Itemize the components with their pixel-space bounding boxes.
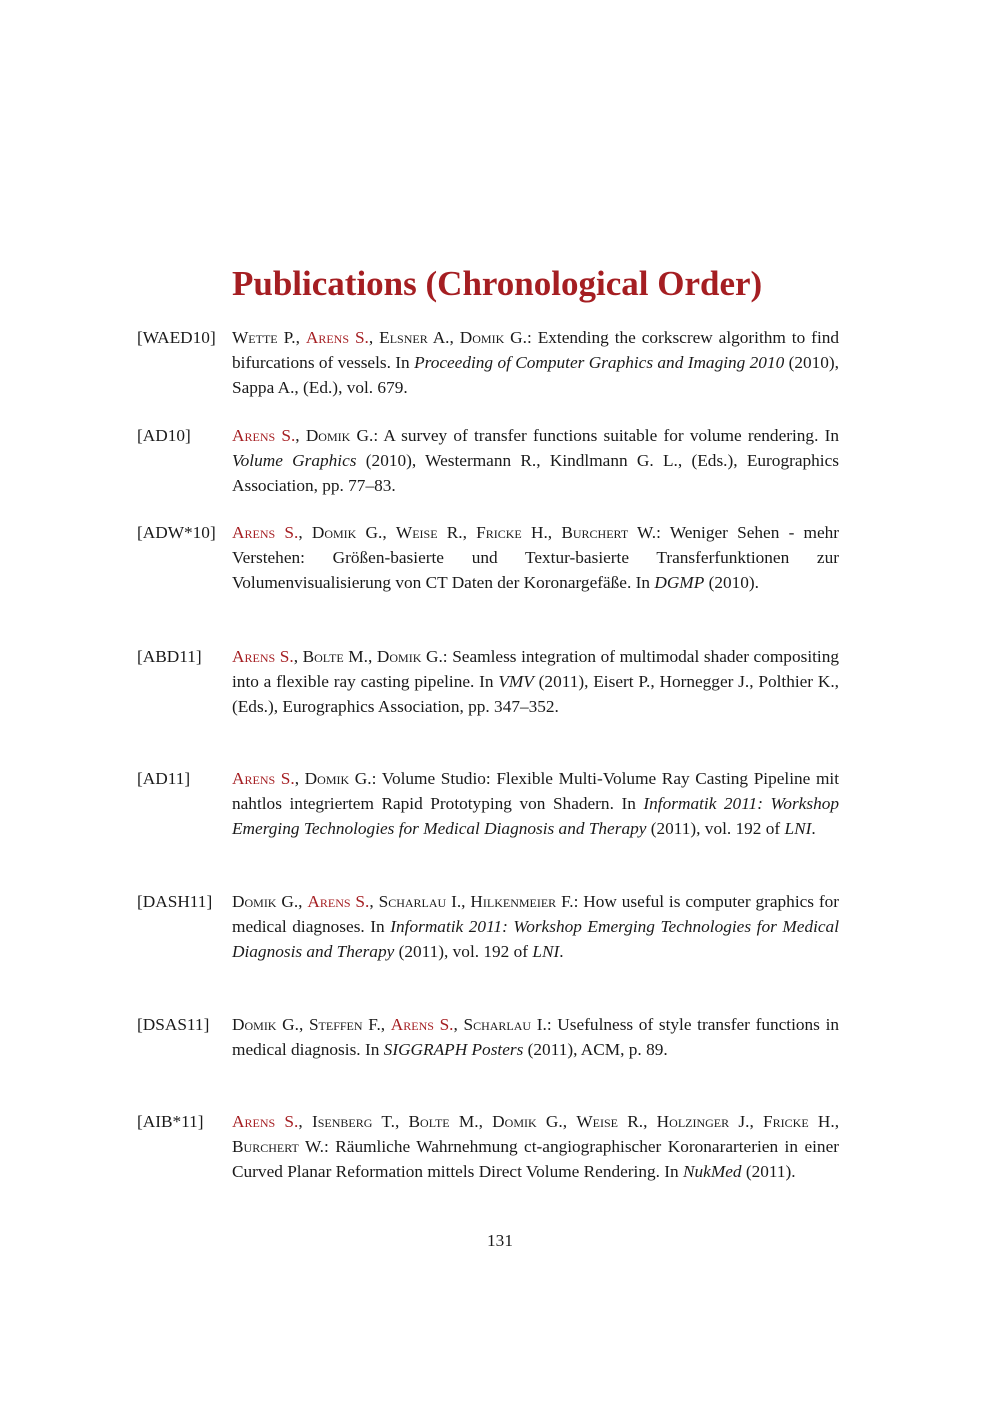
author-name: Holzinger J. — [656, 1112, 750, 1131]
reference-segment: , — [394, 1112, 409, 1131]
reference-segment: (2010), Sappa A., (Ed.), vol. 679. — [232, 352, 839, 397]
reference-segment: , — [369, 892, 379, 911]
author-name: Fricke H. — [476, 523, 548, 542]
bib-entry — [137, 890, 839, 964]
reference-segment: : Räumliche Wahrnehmung ct-angiographischer Koronararterien in einer Curved Planar Reformation mittels Direct Volume Rendering. In — [232, 1136, 839, 1181]
citation-key: [DSAS11] — [137, 1015, 210, 1034]
author-name: Elsner A. — [379, 328, 450, 347]
reference-segment: , — [562, 1112, 577, 1131]
citation-key: [ADW*10] — [137, 523, 216, 542]
reference-segment: , — [298, 1112, 312, 1131]
bib-entry — [137, 1013, 839, 1063]
reference-segment: , — [293, 647, 303, 666]
author-name: Domik G. — [232, 1015, 299, 1034]
venue-title: SIGGRAPH Posters — [383, 1039, 524, 1059]
reference-text — [232, 767, 839, 841]
reference-segment: , — [294, 769, 305, 788]
citation-key: [DASH11] — [137, 892, 213, 911]
reference-segment: : Extending the corkscrew algorithm to find bifurcations of vessels. In — [232, 328, 840, 372]
author-name: Domik G. — [232, 892, 299, 911]
reference-segment: : Volume Studio: Flexible Multi-Volume Ray Casting Pipeline mit nahtlos integriertem Rapid Prototyping von Shadern. In — [232, 769, 840, 813]
highlighted-author: Arens S. — [232, 426, 296, 445]
bib-entry — [137, 521, 839, 595]
highlighted-author: Arens S. — [232, 1112, 299, 1131]
reference-segment: : A survey of transfer functions suitable for volume rendering. In — [373, 426, 839, 445]
author-name: Bolte M. — [302, 647, 368, 666]
citation-key: [AD11] — [137, 769, 191, 788]
citation-key: [AIB*11] — [137, 1112, 204, 1131]
reference-text — [232, 424, 839, 498]
bib-entry — [137, 326, 839, 400]
reference-segment: (2011), vol. 192 of — [394, 941, 533, 961]
reference-segment: , — [382, 523, 396, 542]
author-name: Domik G. — [304, 769, 372, 788]
bib-entry — [137, 767, 839, 841]
reference-segment: , — [749, 1112, 764, 1131]
citation-key: [WAED10] — [137, 328, 216, 347]
citation-key: [ABD11] — [137, 647, 202, 666]
author-name: Bolte M. — [408, 1112, 479, 1131]
reference-segment: , — [478, 1112, 493, 1131]
author-name: Scharlau I. — [378, 892, 462, 911]
reference-segment: . — [811, 818, 816, 838]
author-name: Weise R. — [395, 523, 463, 542]
reference-segment: , — [643, 1112, 657, 1131]
reference-segment: , — [298, 523, 312, 542]
reference-segment: (2010), Westermann R., Kindlmann G. L., (Eds.), Eurographics Association, pp. 77–83. — [232, 450, 839, 495]
author-name: Burchert W. — [561, 523, 657, 542]
reference-segment: (2011), vol. 192 of — [646, 818, 785, 838]
venue-title: Volume Graphics — [232, 450, 357, 470]
reference-segment: , — [547, 523, 562, 542]
reference-segment: : Usefulness of style transfer functions in medical diagnosis. In — [232, 1015, 840, 1059]
reference-segment: (2011). — [741, 1161, 796, 1181]
highlighted-author: Arens S. — [390, 1015, 454, 1034]
reference-text — [232, 326, 839, 400]
page-title: Publications (Chronological Order) — [232, 264, 763, 303]
author-name: Steffen F. — [308, 1015, 381, 1034]
highlighted-author: Arens S. — [307, 892, 370, 911]
highlighted-author: Arens S. — [232, 647, 294, 666]
reference-segment: , — [453, 1015, 464, 1034]
reference-segment: , — [834, 1112, 840, 1131]
venue-title: Informatik 2011: Workshop Emerging Technologies for Medical Diagnosis and Therapy — [232, 916, 839, 961]
author-name: Hilkenmeier F. — [470, 892, 574, 911]
reference-segment: (2010). — [704, 572, 759, 592]
reference-segment: , — [367, 647, 377, 666]
reference-segment: , — [462, 523, 477, 542]
author-name: Burchert W. — [232, 1136, 325, 1156]
venue-title: DGMP — [654, 572, 705, 592]
reference-text — [232, 1110, 839, 1184]
venue-title: Proceeding of Computer Graphics and Imaging 2010 — [414, 352, 785, 372]
venue-title: LNI — [532, 941, 560, 961]
bib-entry — [137, 1110, 839, 1184]
bib-entry — [137, 424, 839, 498]
reference-text — [232, 1013, 839, 1063]
bib-entry — [137, 645, 839, 719]
reference-segment: , — [461, 892, 471, 911]
author-name: Fricke H. — [763, 1112, 835, 1131]
venue-title: VMV — [498, 671, 534, 691]
reference-segment: , — [380, 1015, 391, 1034]
author-name: Domik G. — [492, 1112, 563, 1131]
venue-title: Informatik 2011: Workshop Emerging Technologies for Medical Diagnosis and Therapy — [232, 793, 839, 838]
reference-text — [232, 645, 839, 719]
reference-segment: , — [298, 892, 308, 911]
highlighted-author: Arens S. — [305, 328, 369, 347]
reference-segment: , — [295, 328, 306, 347]
highlighted-author: Arens S. — [232, 523, 299, 542]
reference-segment: , — [368, 328, 380, 347]
reference-segment: . — [559, 941, 564, 961]
reference-segment: : How useful is computer graphics for medical diagnoses. In — [232, 892, 840, 936]
reference-segment: : Seamless integration of multimodal shader compositing into a flexible ray casting pipeline. In — [232, 647, 839, 691]
author-name: Wette P. — [232, 328, 296, 347]
author-name: Domik G. — [311, 523, 383, 542]
venue-title: NukMed — [682, 1161, 742, 1181]
page-number: 131 — [487, 1231, 513, 1250]
author-name: Domik G. — [459, 328, 527, 347]
reference-segment: (2011), ACM, p. 89. — [523, 1039, 668, 1059]
reference-segment: : Weniger Sehen - mehr Verstehen: Größen-basierte und Textur-basierte Transferfunktionen zur Volumenvisualisierung von CT Daten der Koronargefäße. In — [232, 523, 840, 592]
author-name: Scharlau I. — [463, 1015, 547, 1034]
reference-segment: (2011), Eisert P., Hornegger J., Polthier K., (Eds.), Eurographics Association, pp. 347–352. — [232, 671, 839, 716]
reference-text — [232, 521, 839, 595]
reference-segment: , — [298, 1015, 309, 1034]
author-name: Weise R. — [576, 1112, 644, 1131]
highlighted-author: Arens S. — [232, 769, 295, 788]
reference-segment: , — [449, 328, 460, 347]
author-name: Isenberg T. — [311, 1112, 395, 1131]
venue-title: LNI — [784, 818, 812, 838]
reference-segment: , — [295, 426, 306, 445]
author-name: Domik G. — [305, 426, 374, 445]
author-name: Domik G. — [376, 647, 443, 666]
citation-key: [AD10] — [137, 426, 191, 445]
reference-text — [232, 890, 839, 964]
